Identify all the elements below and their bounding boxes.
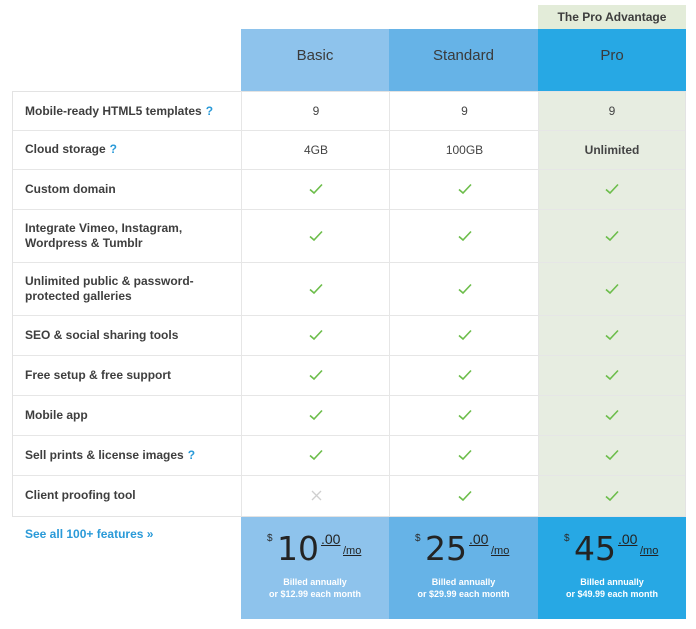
feature-value-pro: Unlimited (584, 142, 640, 157)
feature-label-text: Unlimited public & password-protected galleries (25, 273, 194, 303)
feature-row (13, 130, 685, 170)
feature-row (13, 355, 685, 396)
plan-header-standard: Standard (389, 29, 538, 91)
feature-row (13, 169, 685, 210)
check-icon (390, 395, 539, 435)
billing-note: Billed annually or $29.99 each month (417, 577, 510, 599)
check-icon (539, 475, 685, 516)
feature-label-text: Sell prints & license images (25, 447, 184, 462)
price-cents: .00 (321, 531, 341, 547)
feature-label (25, 130, 240, 169)
price-box-pro[interactable] (538, 517, 686, 619)
price-cents: .00 (469, 531, 489, 547)
feature-row (13, 315, 685, 356)
price-currency: $ (415, 533, 421, 544)
feature-label (25, 169, 240, 209)
check-icon (539, 395, 685, 435)
check-icon (242, 395, 390, 435)
check-icon (539, 315, 685, 355)
check-icon (539, 209, 685, 262)
feature-label-text: Custom domain (25, 181, 116, 196)
price-amount: 25 (425, 529, 467, 568)
feature-label-text: Integrate Vimeo, Instagram, Wordpress & Tumblr (25, 220, 183, 250)
feature-comparison-table (12, 91, 686, 517)
check-icon (242, 355, 390, 395)
feature-row (13, 475, 685, 516)
feature-value-basic: 9 (312, 104, 320, 118)
billing-note: Billed annually or $12.99 each month (268, 577, 362, 599)
feature-row (13, 395, 685, 436)
feature-value-standard: 100GB (445, 142, 484, 157)
check-icon (390, 262, 539, 315)
feature-label-text: Cloud storage (25, 142, 106, 156)
see-all-features-link[interactable]: See all 100+ features » (25, 527, 154, 541)
check-icon (242, 262, 390, 315)
feature-label-text: Mobile app (25, 407, 88, 422)
price-amount: 10 (277, 529, 319, 568)
price-amount: 45 (574, 529, 616, 568)
check-icon (242, 169, 390, 209)
feature-label-text: SEO & social sharing tools (25, 327, 179, 342)
cross-icon (242, 475, 390, 516)
feature-value-standard: 9 (461, 104, 468, 118)
check-icon (390, 209, 539, 262)
feature-label (25, 355, 240, 395)
help-tooltip-icon[interactable]: ? (109, 142, 118, 156)
plan-header-pro: Pro (538, 29, 686, 91)
price-period: /mo (640, 545, 659, 557)
feature-row (13, 262, 685, 316)
feature-label-text: Free setup & free support (25, 367, 172, 382)
price-currency: $ (564, 533, 570, 544)
billing-note: Billed annually or $49.99 each month (565, 577, 659, 599)
check-icon (390, 315, 539, 355)
plan-header-basic: Basic (241, 29, 389, 91)
feature-label-text: Mobile-ready HTML5 templates (25, 103, 202, 118)
check-icon (390, 475, 539, 516)
feature-label (25, 262, 240, 315)
price-box-standard[interactable] (389, 517, 538, 619)
pro-advantage-banner: The Pro Advantage (538, 5, 686, 29)
check-icon (390, 355, 539, 395)
feature-row (13, 435, 685, 476)
check-icon (242, 315, 390, 355)
feature-label (25, 209, 240, 262)
price-cents: .00 (618, 531, 638, 547)
price-box-basic[interactable] (241, 517, 389, 619)
feature-value-basic: 4GB (303, 142, 328, 157)
help-tooltip-icon[interactable]: ? (205, 103, 214, 118)
feature-label (25, 475, 240, 516)
price-period: /mo (491, 545, 510, 557)
feature-label-text: Client proofing tool (25, 488, 136, 502)
check-icon (539, 435, 685, 475)
check-icon (242, 209, 390, 262)
price-period: /mo (343, 545, 362, 557)
feature-label (25, 92, 240, 130)
feature-row (13, 209, 685, 263)
check-icon (390, 435, 539, 475)
feature-row (13, 92, 685, 131)
check-icon (390, 169, 539, 209)
feature-value-pro: 9 (608, 104, 616, 118)
check-icon (539, 262, 685, 315)
feature-label (25, 315, 240, 355)
check-icon (539, 355, 685, 395)
price-currency: $ (267, 533, 273, 544)
check-icon (539, 169, 685, 209)
check-icon (242, 435, 390, 475)
feature-label (25, 395, 240, 435)
feature-label (25, 435, 240, 475)
help-tooltip-icon[interactable]: ? (187, 447, 196, 462)
